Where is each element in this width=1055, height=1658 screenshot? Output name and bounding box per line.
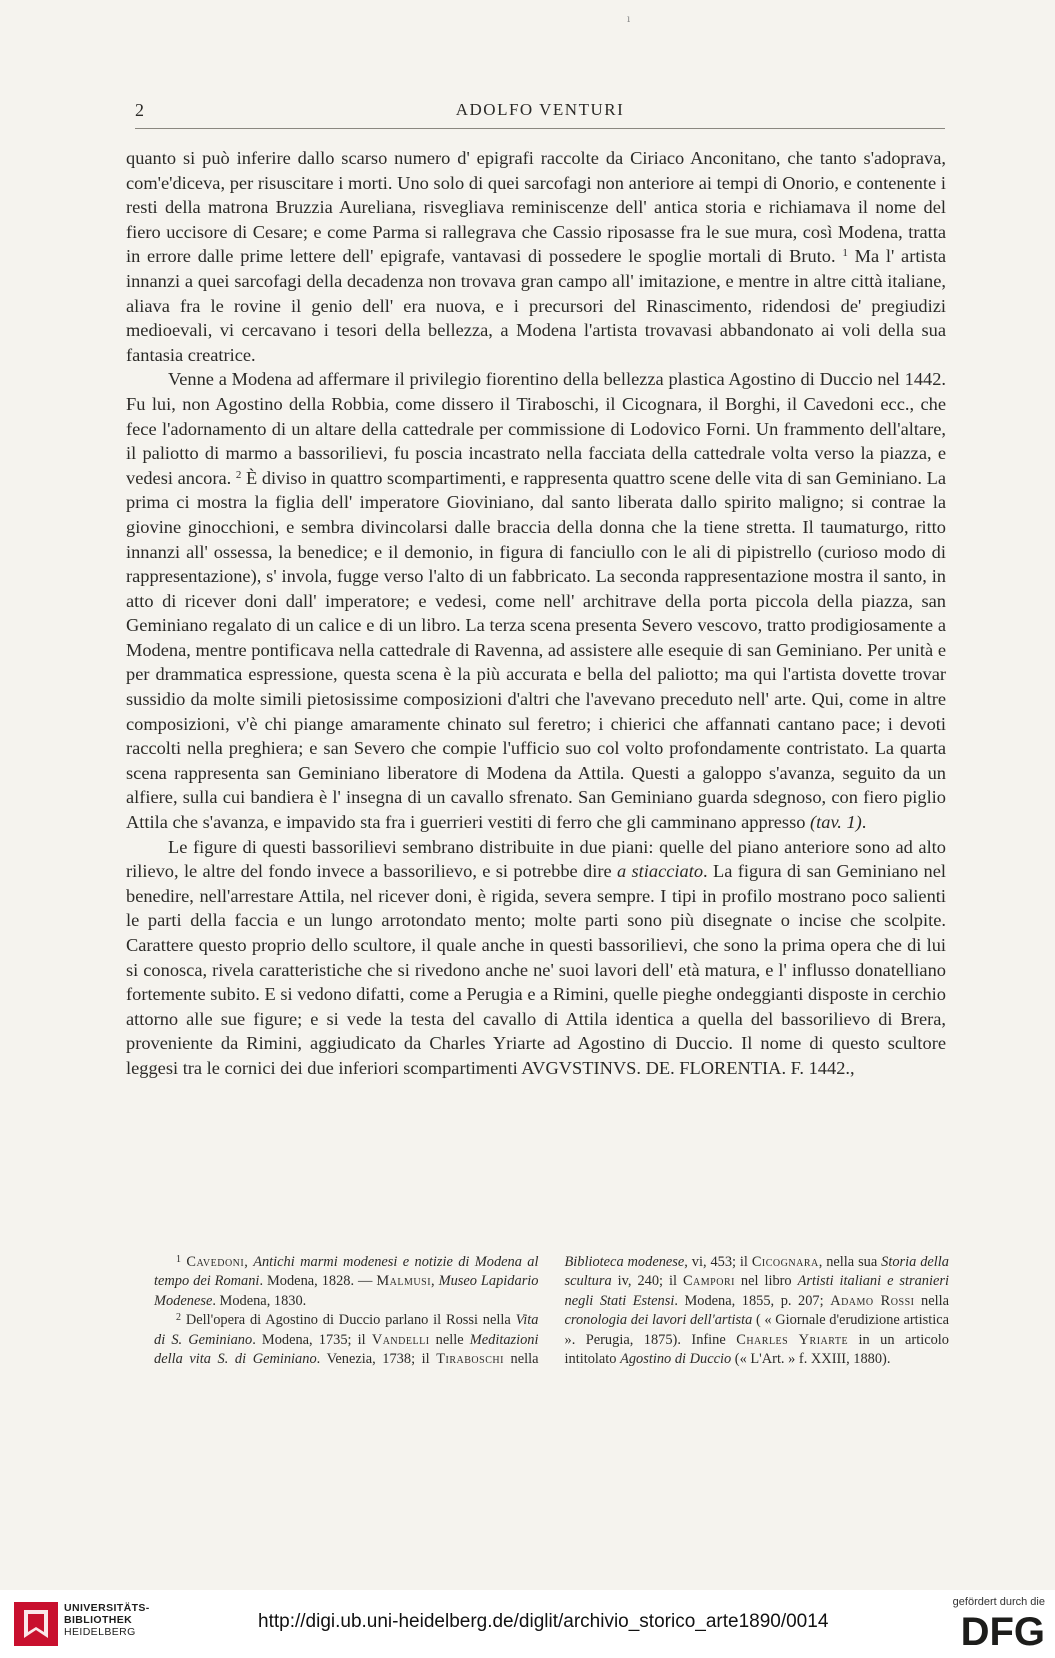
footnote-ref-2[interactable]: 2 <box>235 468 242 481</box>
paragraph-1: quanto si può inferire dallo scarso numero d' epigrafi raccolte da Ciriaco Anconitano, che tanto s'adoprava, com'e'diceva, per risuscitare i morti. Uno solo di quei sarcofagi non anteriore ai tempi di Onorio, e contenente i resti della matrona Bruzzia Aureliana, risvegliava reminiscenze dell' antica storia e richiamava il nome del fiero uccisore di Cesare; e come Parma si rallegrava che Cassio riposasse fra le sue mura, così Modena, tratta in errore dalle prime lettere dell' epigrafe, vantavasi di possedere le spoglie mortali di Bruto. $^1$ Ma l' artista innanzi a quei sarcofagi della decadenza non trovava gran campo all' imitazione, e mentre in altre città italiane, aliava fra le rovine il genio dell' era nuova, e i precursori del Rinascimento, ridendosi de' pregiudizi medioevali, vi cercavano i tesori della bellezza, a Modena l'artista trovavasi abbandonato ai voli della sua fantasia creatrice. <box>126 148 946 365</box>
main-text <box>126 146 946 1081</box>
running-head: ADOLFO VENTURI <box>455 100 625 119</box>
footnote-1: $^1$ Cavedoni, Antichi marmi modenesi e notizie di Modena al tempo dei Romani. Modena, 1828. — Malmusi, Museo Lapidario Modenese. Modena, 1830. <box>154 1254 539 1309</box>
footnotes <box>154 1253 949 1369</box>
paragraph-2: Venne a Modena ad affermare il privilegio fiorentino della bellezza plastica Agostino di Duccio nel 1442. Fu lui, non Agostino della Robbia, come dissero il Tiraboschi, il Cicognara, il Borghi, il Cavedoni ecc., che fece l'adornamento di un altare della cattedrale per commissione di Lodovico Forni. Un frammento dell'altare, il paliotto di marmo a bassorilievi, fu poscia incastrato nella facciata della cattedrale volta verso la piazza, e vedesi ancora. $^2$ È diviso in quattro scompartimenti, e rappresenta quattro scene delle vita di san Geminiano. La prima ci mostra la figlia dell' imperatore Gioviniano, dal santo liberata dallo spirito maligno; si contrae la giovine ginocchioni, e sembra divincolarsi dalle braccia della donna che la tiene stretta. Il taumaturgo, ritto innanzi all' ossessa, la benedice; e il demonio, in figura di fanciullo con le ali di pipistrello (curioso modo di rappresentazione), s' invola, fugge verso l'alto di un fabbricato. La seconda rappresentazione mostra il santo, in atto di ricever doni dall' imperatore; e vedesi, come nell' architrave della porta piccola della piazza, san Geminiano regalato di un calice e di un libro. La terza scena presenta Severo vescovo, tratto prodigiosamente a Modena, mentre pontificava nella cattedrale di Ravenna, ad assistere alle esequie di san Geminiano. Per unità e per drammatica espressione, questa scena è la più accurata e bella del paliotto; ma qui l'artista dovette trovar sussidio da molte simili pietosissime composizioni d'altri che l'avevano preceduto nell' arte. Qui, come in altre composizioni, v'è chi piange amaramente chinato sul feretro; i chierici che affannati cantano pace; i devoti raccolti nella preghiera; e san Severo che compie l'ufficio suo col volto profondamente contristato. La quarta scena rappresenta san Geminiano liberatore di Modena da Attila. Questi a galoppo s'avanza, seguito da un alfiere, sulla cui bandiera è l' insegna di un cavallo sfrenato. San Geminiano guarda sdegnoso, con fiero piglio Attila che s'avanza, e impavido sta fra i guerrieri vestiti di ferro che gli camminano appresso (tav. 1). <box>126 369 946 833</box>
page-header <box>135 100 945 129</box>
heidelberg-library-logo-icon[interactable] <box>14 1602 58 1646</box>
scan-artifact: ı <box>627 14 631 25</box>
viewer-footer <box>0 1590 1055 1658</box>
library-name[interactable]: UNIVERSITÄTS- BIBLIOTHEK HEIDELBERG <box>64 1602 150 1638</box>
sponsor-block <box>925 1596 1045 1652</box>
footnote-ref-1[interactable]: 1 <box>842 247 848 260</box>
paragraph-3: Le figure di questi bassorilievi sembrano distribuite in due piani: quelle del piano anteriore sono ad alto rilievo, le altre del fondo invece a bassorilievo, e si potrebbe dire a stiacciato. La figura di san Geminiano nel benedire, nell'arrestare Attila, nel ricever doni, è rigida, severa sempre. I tipi in profilo mostrano poco salienti le parti della faccia e un lungo arrotondato mento; molte parti sono più disegnate o incise che scolpite. Carattere questo proprio dello scultore, il quale anche in questi bassorilievi, che sono la prima opera che di lui si conosca, rivela caratteristiche che si rivedono anche ne' suoi lavori dell' età matura, e l' influsso donatelliano fortemente subito. E si vedono difatti, come a Perugia e a Rimini, quelle pieghe ondeggianti disposte in cerchio attorno alle sue figure; e si vede la testa del cavallo di Attila identica a quella del bassorilievo di Brera, proveniente da Rimini, aggiudicato da Charles Yriarte ad Agostino di Duccio. Il nome di questo scultore leggesi tra le cornici dei due inferiori scompartimenti AVGVSTINVS. DE. FLORENTIA. F. 1442., <box>126 836 946 1078</box>
permalink-url[interactable]: http://digi.ub.uni-heidelberg.de/diglit/archivio_storico_arte1890/0014 <box>258 1611 829 1632</box>
plate-reference: (tav. 1) <box>810 812 862 833</box>
dfg-logo-icon[interactable] <box>941 1612 1045 1648</box>
dfg-logo-text: DFG <box>960 1612 1045 1648</box>
sponsor-label: gefördert durch die <box>952 1596 1045 1608</box>
page-number: 2 <box>135 100 144 120</box>
footnote-2: $^2$ Dell'opera di Agostino di Duccio parlano il Rossi nella Vita di S. Geminiano. Modena, 1735; il Vandelli nelle Meditazioni della vita S. di Geminiano. Venezia, 1738; il Tiraboschi nella Biblioteca modenese, vi, 453; il Cicognara, nella sua Storia della scultura iv, 240; il Campori nel libro Artisti italiani e stranieri negli Stati Estensi. Modena, 1855, p. 207; Adamo Rossi nella cronologia dei lavori dell'artista ( « Giornale d'erudizione artistica ». Perugia, 1875). Infine Charles Yriarte in un articolo intitolato Agostino di Duccio (« L'Art. » f. XXIII, 1880). <box>154 1254 949 1368</box>
